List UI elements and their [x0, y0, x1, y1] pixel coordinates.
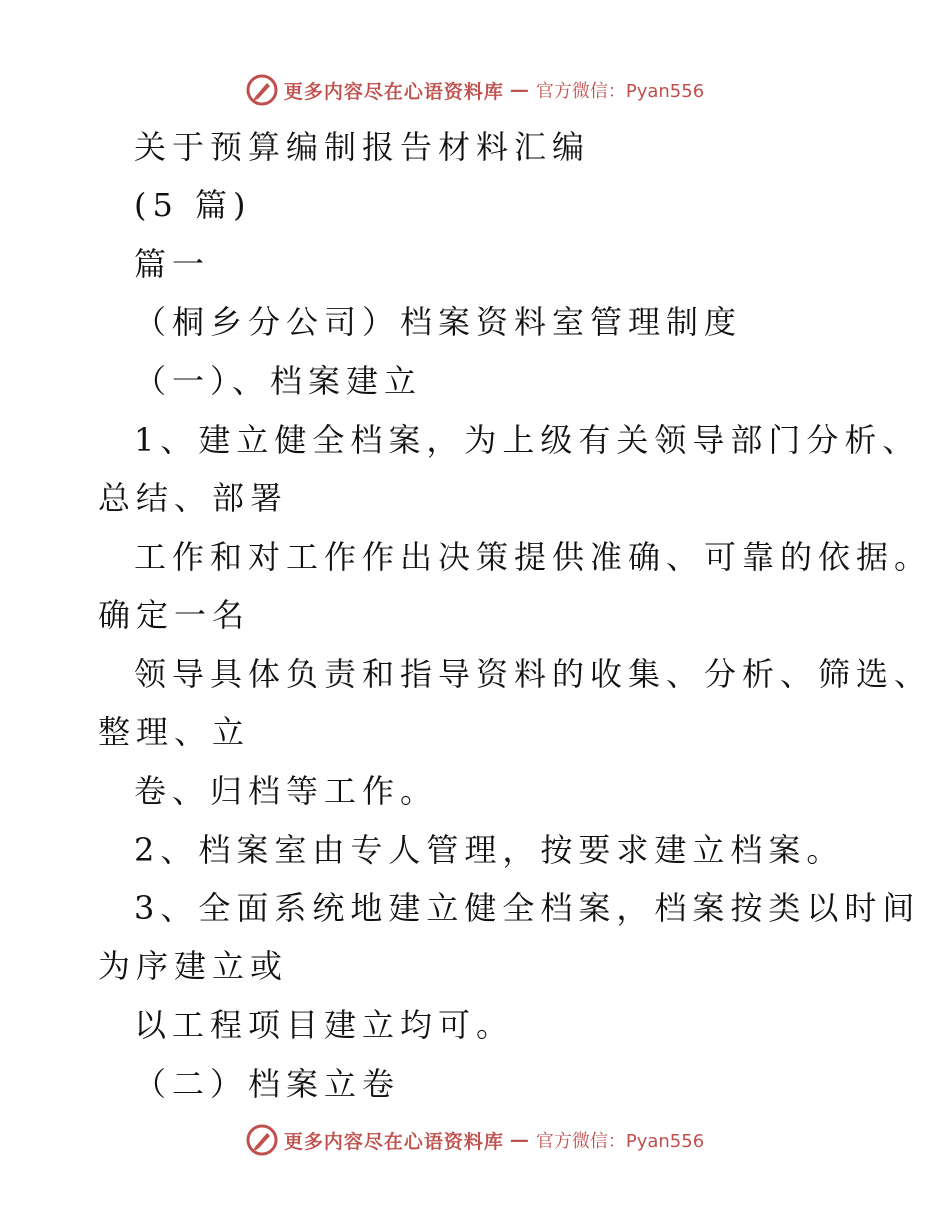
section-heading: 篇一 [134, 245, 211, 283]
paragraph-line: 以工程项目建立均可。 [134, 1006, 515, 1044]
pen-logo-icon [246, 74, 278, 106]
paragraph-line: 总结、部署 [98, 479, 289, 517]
page-footer [0, 1120, 950, 1160]
subsection-heading: （一）、档案建立 [134, 362, 423, 400]
paragraph-line: 2、档案室由专人管理，按要求建立档案。 [134, 831, 845, 869]
header-wechat-text: 官方微信：Pyan556 [535, 81, 705, 102]
footer-banner [246, 1124, 704, 1156]
footer-banner-dash: — [509, 1129, 530, 1151]
paragraph-line: 确定一名 [98, 596, 251, 634]
document-title: 关于预算编制报告材料汇编 [134, 128, 591, 166]
paragraph-line: 为序建立或 [98, 947, 289, 985]
paragraph-line: 整理、立 [98, 713, 251, 751]
footer-wechat-text: 官方微信：Pyan556 [535, 1131, 705, 1152]
section-title: （桐乡分公司）档案资料室管理制度 [134, 303, 743, 341]
page-header [0, 70, 950, 110]
header-banner [246, 74, 704, 106]
header-banner-dash: — [509, 79, 530, 101]
paragraph-line: 1、建立健全档案，为上级有关领导部门分析、 [134, 421, 921, 459]
paragraph-line: 3、全面系统地建立健全档案，档案按类以时间 [134, 889, 921, 927]
paragraph-line: 卷、归档等工作。 [134, 772, 439, 810]
footer-banner-text: 更多内容尽在心语资料库 [283, 1130, 504, 1153]
paragraph-line: 工作和对工作作出决策提供准确、可靠的依据。 [134, 538, 933, 576]
pen-logo-icon [246, 1124, 278, 1156]
header-banner-text: 更多内容尽在心语资料库 [283, 80, 504, 103]
subsection-heading: （二）档案立卷 [134, 1065, 401, 1103]
paragraph-line: 领导具体负责和指导资料的收集、分析、筛选、 [134, 655, 933, 693]
document-subtitle: (5 篇) [134, 186, 252, 224]
